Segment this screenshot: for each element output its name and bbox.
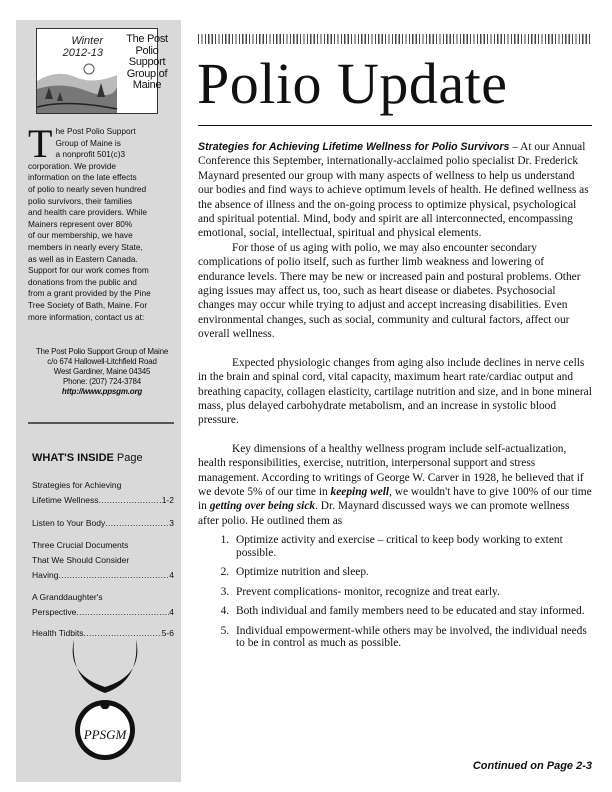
intro-line: corporation. We provide	[28, 160, 116, 171]
year-label: 2012-13	[62, 47, 103, 59]
org-name-line: The Post	[126, 33, 168, 45]
contact-city: West Gardiner, Maine 04345	[53, 367, 151, 376]
article-paragraph	[198, 442, 592, 528]
masthead-rule	[198, 34, 592, 44]
toc-entry-title: Having	[32, 570, 59, 580]
intro-line: Tree Society of Bath, Maine. For	[28, 299, 148, 310]
newsletter-title: Polio Update	[197, 51, 508, 116]
toc-page-number: 3	[169, 518, 174, 528]
whats-inside-title: WHAT'S INSIDE	[32, 452, 114, 464]
article-paragraph: For those of us aging with polio, we may also encounter secondary complications of polio itself, such as further limb weakness and lowering of endurance levels. There may be new or increased pain and postural problems. Other aging issues may affect us, too, such as heart disease or diabetes. Psychosocial changes may occur while trying to adjust and accept increasing disabilities. Even environmental changes, such as social, community and cultural factors, affect our overall wellness.	[198, 241, 581, 341]
toc-page-number: 5-6	[161, 628, 174, 638]
list-item: 1. Optimize activity and exercise – critical to keep body working to extent possible.	[232, 534, 592, 559]
org-name-line: Group of	[126, 67, 168, 80]
page-column-label: Page	[116, 452, 143, 464]
list-item: 2. Optimize nutrition and sleep.	[232, 566, 592, 579]
list-item: 5. Individual empowerment-while others may be involved, the individual needs to be in control as much as possible.	[232, 625, 592, 650]
toc-entry-title: Perspective	[32, 607, 77, 617]
toc-entry-title: Lifetime Wellness	[32, 495, 99, 505]
intro-line: he Post Polio Support	[55, 126, 136, 136]
continued-link[interactable]: Continued on Page 2-3	[472, 760, 592, 772]
paragraph-text: . Dr. Maynard discussed ways we can promote wellness after polio. He outlined them as	[198, 500, 570, 527]
season-label: Winter	[71, 35, 103, 47]
article-paragraph: Expected physiologic changes from aging also include declines in nerve cells in the brain and spinal cord, vital capacity, maximum heart rate/cardiac output and breathing capacity, collagen elasticity, cartilage nutrition and size, and in bone mineral mass, plus delayed carbohydrate metabolism, and an increase in systolic blood pressure.	[198, 356, 592, 427]
toc-entry-title: A Granddaughter's	[32, 592, 103, 602]
toc-page-number: 4	[169, 607, 174, 617]
intro-line: a nonprofit 501(c)3	[55, 149, 126, 160]
toc-entry-title: Listen to Your Body	[32, 518, 106, 528]
intro-line: more information, contact us at:	[28, 311, 145, 322]
toc-entry-title: Strategies for Achieving	[32, 480, 122, 490]
lead-article	[198, 140, 592, 657]
intro-line: Support for our work comes from	[28, 265, 149, 276]
ppsgm-emblem	[60, 635, 150, 765]
masthead-underline	[198, 125, 592, 126]
paragraph-text: – At our Annual Conference this September, internationally-acclaimed polio specialist Dr. Frederick Maynard presented our group with many aspects of wellness to help us understand our bodies and find ways to achieve optimum levels of health. He defined wellness as the absence of illness and the on-going process to optimize physical, psychological and spiritual potential. Mind, body and spirit are all interconnected, encompassing emotional, social, intellectual, spiritual and physical elements.	[198, 141, 589, 240]
org-name-line: Maine	[132, 79, 162, 91]
toc-entry[interactable]	[32, 478, 174, 508]
paragraph-text: , we wouldn't have to give 100% of our time in	[198, 485, 592, 513]
article-paragraph	[198, 140, 592, 241]
organization-name	[114, 34, 180, 92]
intro-line: Mainers represent over 80%	[28, 218, 133, 229]
intro-line: of polio to nearly seven hundred	[28, 183, 147, 194]
toc-page-number: 4	[169, 570, 174, 580]
intro-line: donations from the public and	[28, 276, 137, 287]
toc-entry-title: Health Tidbits	[32, 628, 84, 638]
paragraph-text: Key dimensions of a healthy wellness program include self-actualization, health responsibilities, exercise, nutrition, interpersonal support and stress management. According to writings of George W. Carver in 1928, he believed that if we devote 5% of our time in	[198, 442, 584, 498]
whats-inside-heading	[32, 452, 143, 464]
contact-name: The Post Polio Support Group of Maine	[35, 347, 169, 356]
intro-line: and health care providers. While	[28, 207, 147, 218]
toc-entry-title: Three Crucial Documents	[32, 540, 129, 550]
wellness-list	[198, 534, 592, 650]
intro-line: from a grant provided by the Pine	[28, 288, 151, 299]
emphasis-text: keeping well	[330, 485, 390, 498]
intro-line: Group of Maine is	[55, 137, 121, 148]
contact-block	[28, 347, 176, 397]
intro-line: members in nearly every State,	[28, 241, 143, 252]
intro-line: information on the late effects	[28, 172, 137, 183]
emphasis-text: getting over being sick	[209, 500, 316, 513]
sidebar	[16, 20, 181, 782]
contact-phone: Phone: (207) 724-3784	[62, 377, 142, 386]
article-headline: Strategies for Achieving Lifetime Wellness for Polio Survivors	[198, 141, 510, 153]
toc-entry[interactable]	[32, 516, 174, 531]
intro-line: polio survivors, their families	[28, 195, 133, 206]
intro-line: of our membership, we have	[28, 230, 133, 241]
toc-entry-title: That We Should Consider	[32, 555, 130, 565]
contact-address: c/o 674 Hallowell-Litchfield Road	[47, 357, 157, 366]
toc-page-number: 1-2	[161, 495, 174, 505]
website-link[interactable]: http://www.ppsgm.org	[61, 387, 143, 396]
organization-intro	[28, 121, 176, 323]
list-item: 3. Prevent complications- monitor, recognize and treat early.	[232, 586, 592, 599]
org-name-line: Polio	[135, 44, 159, 57]
issue-date	[43, 35, 103, 59]
drop-cap: T	[28, 121, 53, 166]
emblem-text: PPSGM	[83, 727, 127, 742]
org-name-line: Support	[128, 56, 166, 68]
divider	[28, 422, 174, 424]
toc-entry[interactable]	[32, 538, 174, 583]
toc-entry[interactable]	[32, 590, 174, 620]
intro-line: as well as in Eastern Canada.	[28, 253, 138, 264]
list-item: 4. Both individual and family members need to be educated and stay informed.	[232, 605, 592, 618]
